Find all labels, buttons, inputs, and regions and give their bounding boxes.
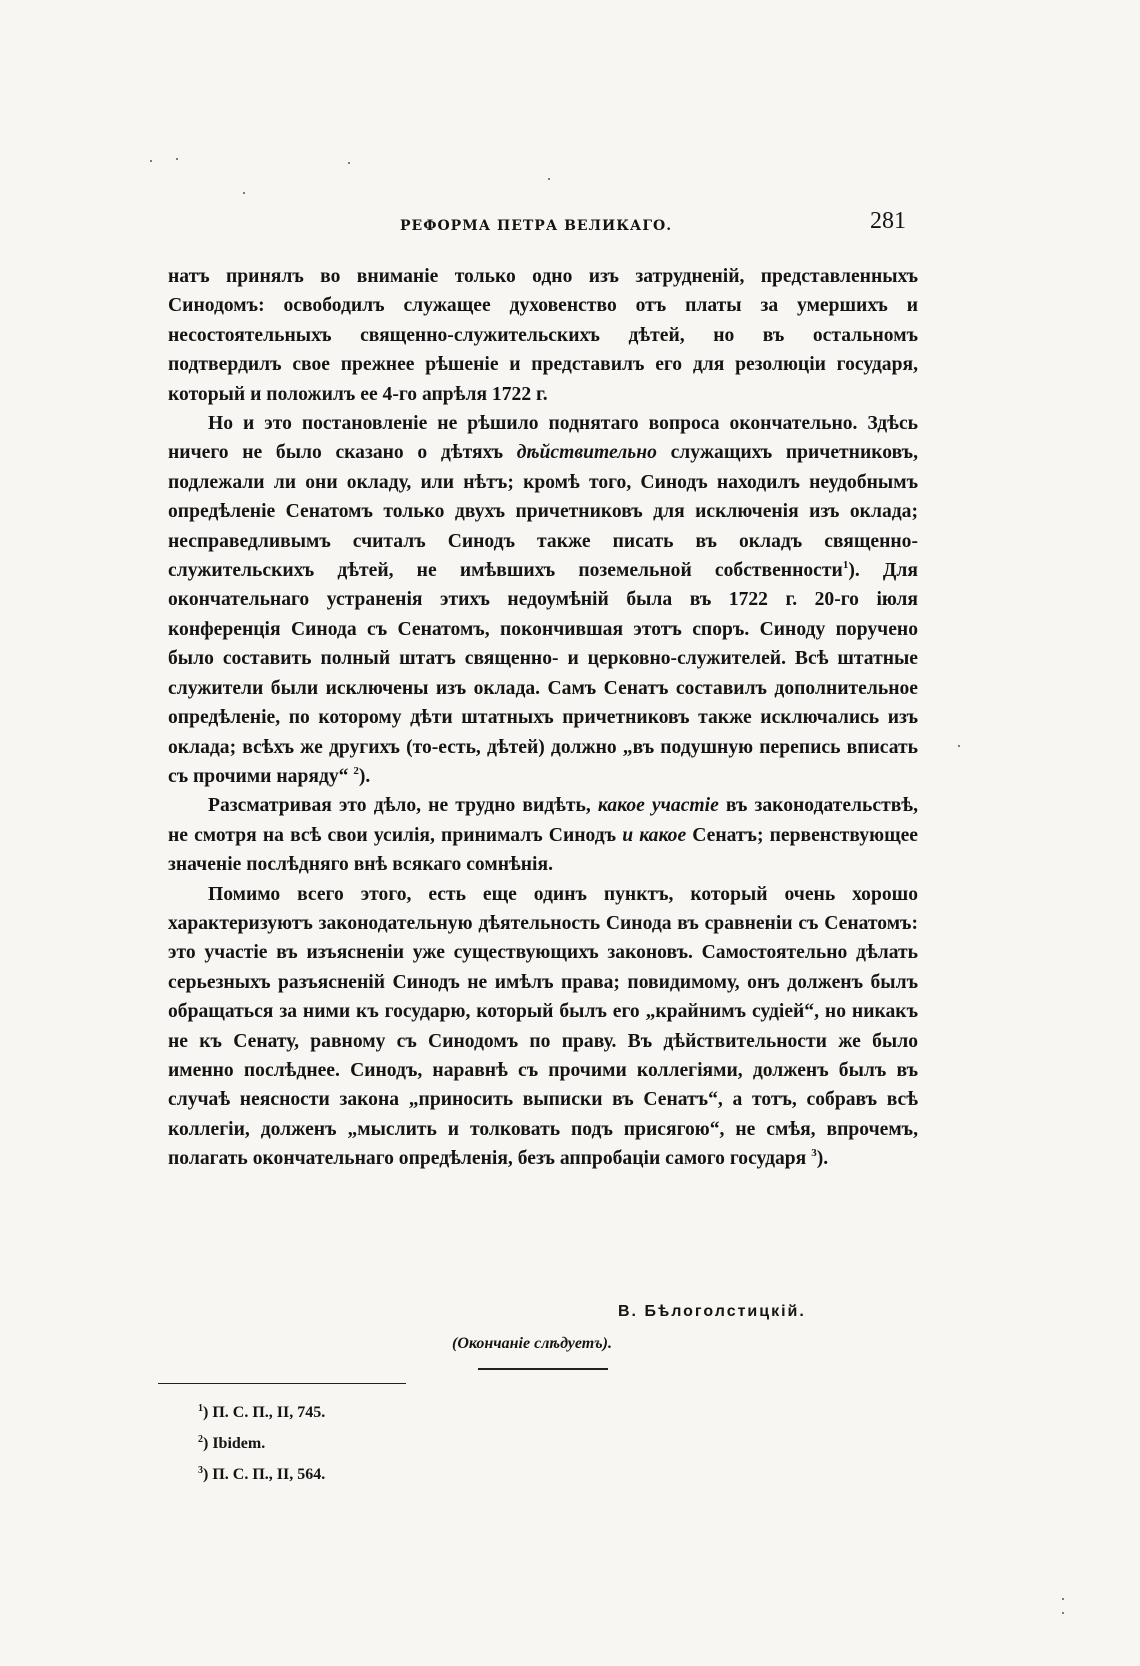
footnote-mark: 2 [198,1434,203,1445]
paragraph-1: натъ принялъ во вниманіе только одно изъ затрудненій, представленныхъ Синодомъ: освободилъ служащее духовенство отъ платы за умершихъ и несостоятельныхъ священно-служительскихъ дѣтей, но въ остальномъ подтвердилъ свое прежнее рѣшеніе и представилъ его для резолюціи государя, который и положилъ ее 4-го апрѣля 1722 г. [168,266,918,405]
body-text [168,262,918,1174]
footnote-mark: 1 [198,1403,203,1414]
footnote-rule [158,1383,406,1384]
paragraph-3 [168,791,918,879]
running-title: РЕФОРМА ПЕТРА ВЕЛИКАГО. [400,218,673,234]
paragraph-4 [168,880,918,1174]
footnote-ref-2[interactable]: 2 [353,764,359,777]
footnote-text: ) Ibidem. [203,1435,266,1452]
footnote-1 [198,1395,325,1426]
continuation-note: (Окончаніе слѣдуетъ). [452,1335,612,1352]
page-number: 281 [870,208,906,234]
scan-speck [1062,1598,1064,1600]
scan-speck [243,192,245,194]
scan-speck [548,178,550,180]
p3-italic-kakoe-uchastie: какое участіе [597,795,719,817]
scan-speck [176,158,178,160]
p2-text-a: Но и это постановленіе не рѣшило поднятаго вопроса окончательно. Здѣсь ничего не было сказано о дѣтяхъ [168,413,918,464]
footnote-text: ) П. С. П., II, 564. [203,1466,326,1483]
scan-speck [958,745,960,747]
p2-italic-deistvitelno: дѣйствительно [516,442,657,464]
scan-speck [348,162,350,164]
scan-speck [150,160,152,162]
scan-speck [1062,1612,1064,1614]
footnote-ref-1[interactable]: 1 [842,559,849,572]
end-rule [478,1368,608,1370]
p3-text-a: Разсматривая это дѣло, не трудно видѣть, [208,795,598,817]
p4-text-a: Помимо всего этого, есть еще одинъ пунктъ, который очень хорошо характеризуютъ законодательную дѣятельность Синода въ сравненіи съ Сенатомъ: это участіе въ изъясненіи уже существующихъ законовъ. Самостоятельно дѣлать серьезныхъ разъясненій Синодъ не имѣлъ права; повидимому, онъ долженъ былъ обращаться за ними къ государю, который былъ его „крайнимъ судіей“, но никакъ не къ Сенату, равному съ Синодомъ по праву. Въ дѣйствительности же было именно послѣднее. Синодъ, наравнѣ съ прочими коллегіями, долженъ былъ въ случаѣ неясности закона „приносить выписки въ Сенатъ“, а тотъ, собравъ всѣ коллегіи, долженъ „мыслить и толковать подъ присягою“, не смѣя, впрочемъ, полагать окончательнаго опредѣленія, безъ аппробаціи самого государя [168,883,918,1170]
footnote-mark: 3 [198,1465,203,1476]
author-signature: В. Бѣлоголстицкій. [618,1303,806,1320]
paragraph-2 [168,409,918,791]
footnote-text: ) П. С. П., II, 745. [203,1404,326,1421]
footnote-3 [198,1457,325,1488]
p2-text-e: ). [358,765,371,787]
footnote-2 [198,1426,325,1457]
footnotes [198,1395,325,1488]
p3-italic-i-kakoe: и какое [622,824,687,846]
p4-text-b: ). [816,1148,829,1170]
footnote-ref-3[interactable]: 3 [811,1147,817,1160]
p3-text-e: Сенатъ; первенствующее значеніе послѣдняго внѣ всякаго сомнѣнія. [168,824,919,876]
p3-text-c: въ законодательствѣ, не смотря на всѣ свои усилія, принималъ Синодъ [168,795,918,846]
p2-text-c: служащихъ причетниковъ, подлежали ли они окладу, или нѣтъ; кромѣ того, Синодъ находилъ неудобнымъ опредѣленіе Сенатомъ только двухъ причетниковъ для исключенія изъ оклада; несправедливымъ считалъ Синодъ также писать въ окладъ священно-служительскихъ дѣтей, не имѣвшихъ поземельной собственности [168,442,918,582]
p2-text-d: ). Для окончательнаго устраненія этихъ недоумѣній была въ 1722 г. 20-го іюля конференція Синода съ Сенатомъ, покончившая этотъ споръ. Синоду поручено было составить полный штатъ священно- и церковно-служителей. Всѣ штатные служители были исключены изъ оклада. Самъ Сенатъ составилъ дополнительное опредѣленіе, по которому дѣти штатныхъ причетниковъ также исключались изъ оклада; всѣхъ же другихъ (то-есть, дѣтей) должно „въ подушную перепись вписать съ прочими наряду“ [168,560,918,787]
